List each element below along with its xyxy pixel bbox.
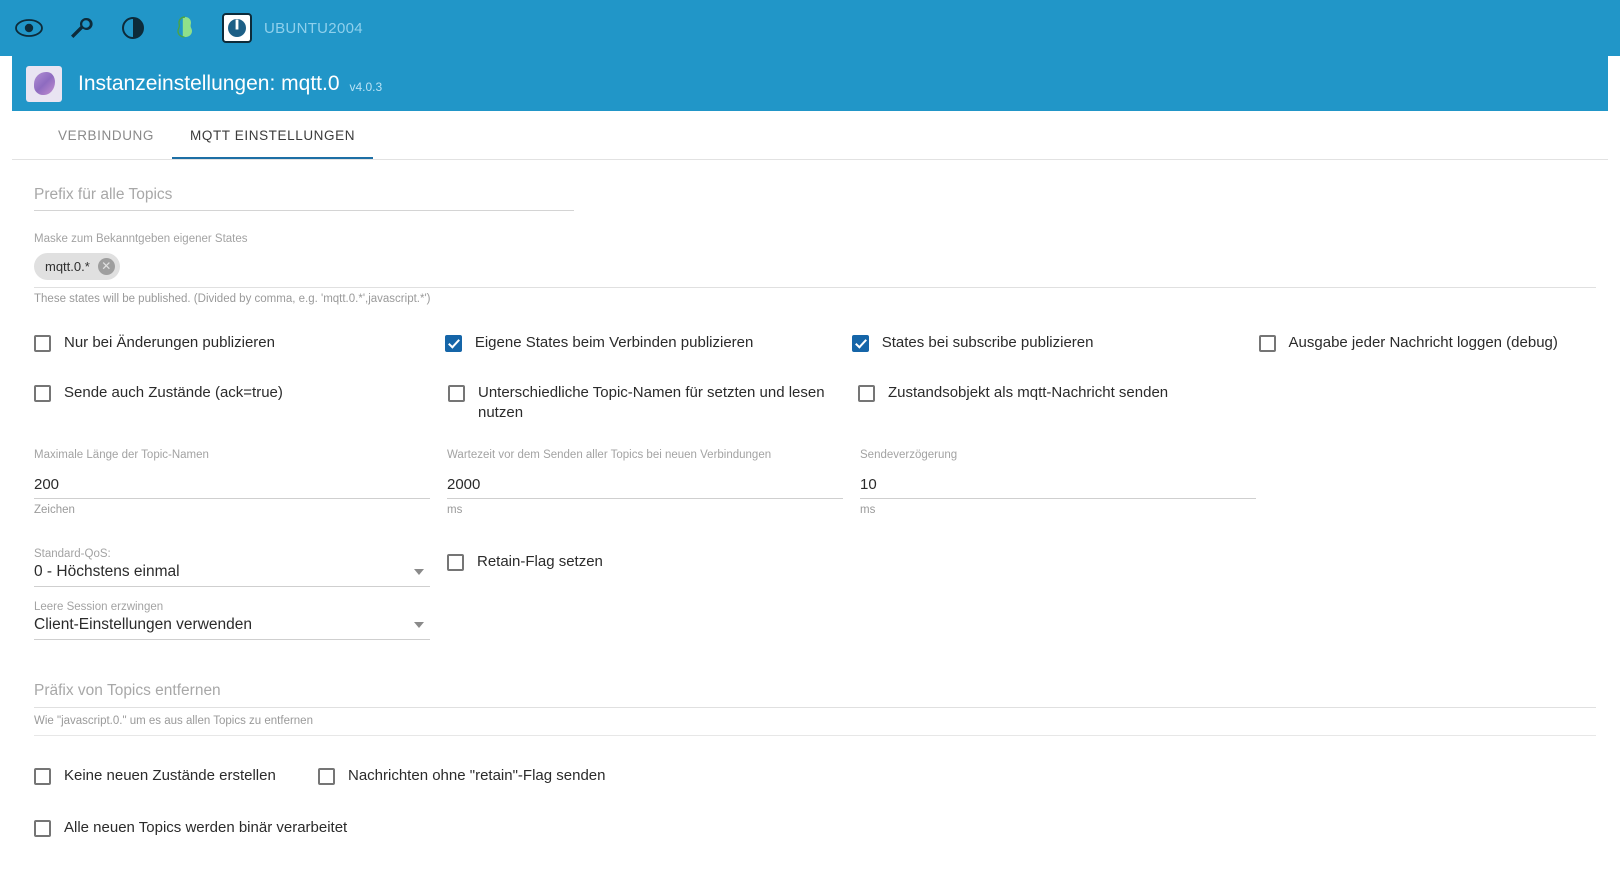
checkbox-box[interactable] (318, 768, 335, 785)
checkbox-cell (34, 766, 318, 786)
system-topbar (0, 0, 1620, 56)
checkbox-label: Eigene States beim Verbinden publizieren (474, 334, 754, 351)
tab-verbindung[interactable]: VERBINDUNG (40, 111, 172, 159)
mask-help-text: These states will be published. (Divided by comma, e.g. 'mqtt.0.*',javascript.*') (34, 293, 431, 305)
tab-mqtt-einstellungen[interactable]: MQTT EINSTELLUNGEN (172, 111, 373, 159)
close-icon[interactable]: ✕ (98, 258, 115, 275)
remove-prefix-input[interactable]: Präfix von Topics entfernen (34, 682, 221, 699)
checkbox-nur-bei-aenderungen[interactable] (34, 333, 445, 353)
checkbox-states-bei-subscribe[interactable] (852, 333, 1259, 353)
checkbox-cell (852, 333, 1259, 353)
checkbox-binaere-topics[interactable] (34, 818, 1586, 838)
checkbox-debug-logging[interactable] (1259, 333, 1586, 353)
checkbox-row-3 (34, 766, 1586, 786)
checkbox-label: Keine neuen Zustände erstellen (64, 767, 276, 784)
wrench-icon[interactable] (66, 13, 96, 43)
checkbox-row-2 (34, 383, 1586, 423)
chevron-down-icon[interactable] (414, 622, 424, 628)
checkbox-cell (318, 766, 605, 786)
checkbox-sende-auch-zustaende[interactable] (34, 383, 448, 403)
checkbox-box[interactable] (852, 335, 869, 352)
checkbox-label: Nachrichten ohne "retain"-Flag senden (348, 767, 606, 784)
select-value: 0 - Höchstens einmal (34, 563, 180, 580)
eye-icon[interactable] (14, 13, 44, 43)
checkbox-label: Nur bei Änderungen publizieren (64, 334, 275, 351)
tab-bar (12, 111, 1608, 160)
field-unit: ms (447, 504, 463, 516)
checkbox-row-1 (34, 333, 1586, 353)
contrast-icon[interactable] (118, 13, 148, 43)
prefix-input[interactable]: Prefix für alle Topics (34, 186, 574, 211)
checkbox-cell (34, 333, 445, 353)
version-label: v4.0.3 (349, 80, 383, 94)
checkbox-box[interactable] (447, 554, 464, 571)
select-qos[interactable] (34, 548, 430, 587)
field-input[interactable]: 2000 (447, 476, 843, 499)
select-row (34, 534, 1586, 640)
mask-label: Maske zum Bekanntgeben eigener States (34, 233, 248, 245)
checkbox-eigene-states-publizieren[interactable] (445, 333, 852, 353)
field-max-topic-length[interactable] (34, 449, 430, 516)
checkbox-retain-flag[interactable] (447, 552, 843, 572)
field-label: Wartezeit vor dem Senden aller Topics bei neuen Verbindungen (447, 449, 772, 461)
checkbox-ohne-retain-senden[interactable] (318, 766, 605, 786)
brain-icon[interactable] (170, 13, 200, 43)
power-icon[interactable] (222, 13, 252, 43)
prefix-field[interactable] (34, 186, 574, 211)
checkbox-box[interactable] (448, 385, 465, 402)
chevron-down-icon[interactable] (414, 569, 424, 575)
checkbox-label: Retain-Flag setzen (477, 553, 603, 570)
select-label: Standard-QoS: (34, 548, 111, 560)
retain-column (447, 534, 843, 640)
app-header (12, 56, 1608, 111)
field-send-delay-on-connect[interactable] (447, 449, 843, 516)
checkbox-box[interactable] (34, 385, 51, 402)
checkbox-keine-neuen-zustaende[interactable] (34, 766, 318, 786)
mask-chip-row[interactable] (34, 253, 1596, 288)
checkbox-cell (445, 333, 852, 353)
field-unit: Zeichen (34, 504, 75, 516)
checkbox-label: Alle neuen Topics werden binär verarbeitet (64, 819, 348, 836)
checkbox-box[interactable] (34, 335, 51, 352)
checkbox-box[interactable] (858, 385, 875, 402)
field-remove-prefix[interactable] (34, 682, 1586, 736)
checkbox-label: Ausgabe jeder Nachricht loggen (debug) (1288, 334, 1558, 351)
checkbox-cell (448, 383, 858, 423)
checkbox-label: Unterschiedliche Topic-Namen für setzten und lesen nutzen (478, 384, 825, 421)
checkbox-cell (858, 383, 1268, 403)
checkbox-label: States bei subscribe publizieren (881, 334, 1094, 351)
system-hostname-label: UBUNTU2004 (264, 19, 363, 37)
numeric-field-row (34, 449, 1586, 516)
page-title: Instanzeinstellungen: mqtt.0 (78, 71, 340, 95)
checkbox-box[interactable] (1259, 335, 1276, 352)
mask-chip-label: mqtt.0.* (45, 259, 90, 274)
select-column (34, 534, 430, 640)
field-unit: ms (860, 504, 876, 516)
select-control[interactable] (34, 616, 430, 640)
select-value: Client-Einstellungen verwenden (34, 616, 252, 633)
field-input[interactable]: 200 (34, 476, 430, 499)
checkbox-box[interactable] (34, 820, 51, 837)
checkbox-unterschiedliche-topic-namen[interactable] (448, 383, 858, 423)
field-label: Sendeverzögerung (860, 449, 958, 461)
adapter-logo-icon (26, 66, 62, 102)
select-label: Leere Session erzwingen (34, 601, 164, 613)
checkbox-zustandsobjekt-senden[interactable] (858, 383, 1268, 403)
select-control[interactable] (34, 563, 430, 587)
checkbox-box[interactable] (445, 335, 462, 352)
checkbox-label: Sende auch Zustände (ack=true) (64, 384, 283, 401)
app-window (0, 56, 1620, 838)
settings-content (12, 186, 1608, 838)
field-label: Maximale Länge der Topic-Namen (34, 449, 209, 461)
checkbox-cell (34, 383, 448, 403)
field-input[interactable]: 10 (860, 476, 1256, 499)
checkbox-label: Zustandsobjekt als mqtt-Nachricht senden (888, 384, 1169, 401)
select-clean-session[interactable] (34, 601, 430, 640)
remove-prefix-help: Wie "javascript.0." um es aus allen Topics zu entfernen (34, 715, 1596, 736)
checkbox-row-4 (34, 818, 1586, 838)
checkbox-box[interactable] (34, 768, 51, 785)
checkbox-cell (1259, 333, 1586, 353)
mask-chip[interactable] (34, 253, 120, 280)
field-send-interval[interactable] (860, 449, 1256, 516)
field-underline (34, 707, 1596, 708)
